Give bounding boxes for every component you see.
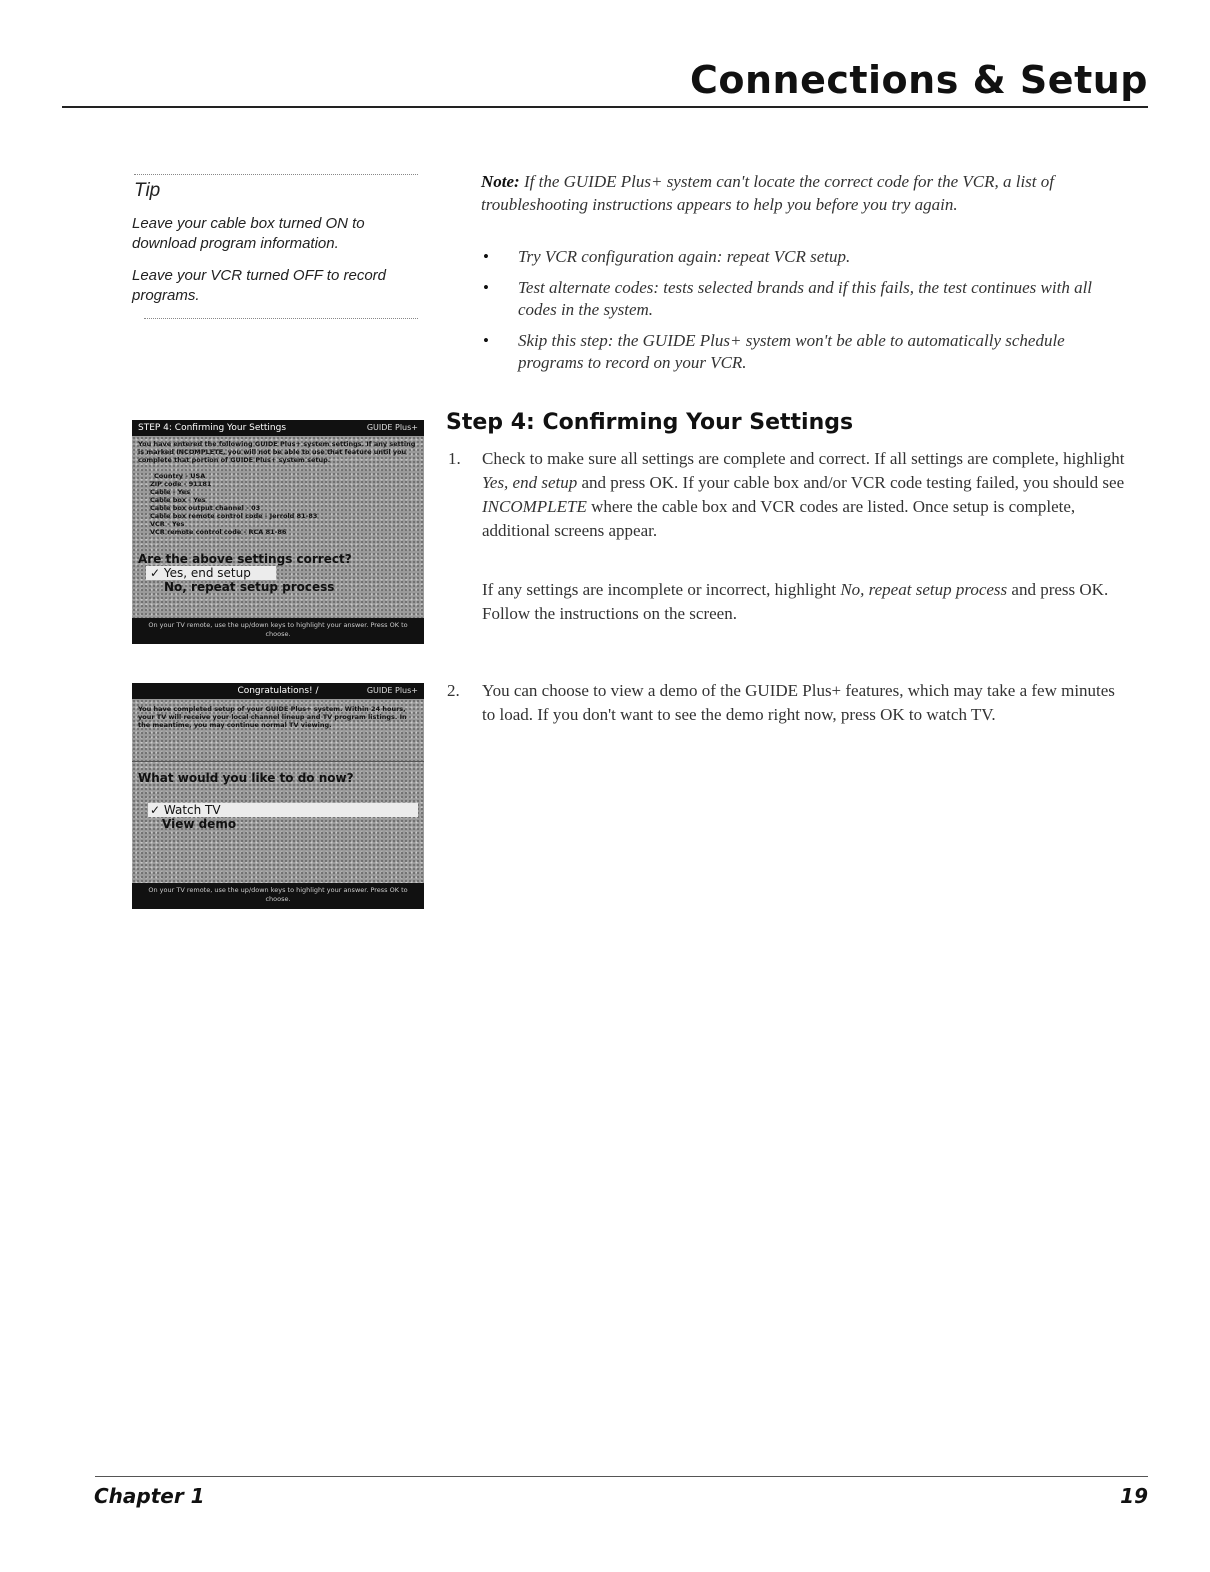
text-run: where the cable box and VCR codes are listed. Once setup is complete, additional screens appear. (482, 497, 1076, 540)
setting-line: Cable box output channel - 03 (150, 504, 261, 512)
screen-divider (132, 761, 424, 762)
setting-line: VCR - Yes (150, 520, 185, 528)
step4-item1-paragraph (482, 447, 1142, 543)
option-yes-end-setup[interactable]: ✓ Yes, end setup (150, 566, 251, 580)
list-number: 2. (447, 681, 460, 700)
step4-heading: Step 4: Confirming Your Settings (446, 410, 854, 435)
screen-intro-text: You have completed setup of your GUIDE Plus+ system. Within 24 hours, your TV will receive your local channel lineup and TV program listings. In the meantime, you may continue normal TV viewing. (138, 705, 407, 729)
screen-question: Are the above settings correct? (138, 552, 352, 566)
tip-bottom-divider (144, 318, 418, 319)
note-text: If the GUIDE Plus+ system can't locate the correct code for the VCR, a list of troubleshooting instructions appears to help you before you try again. (481, 172, 1054, 214)
screen-footer-instructions: On your TV remote, use the up/down keys to highlight your answer. Press OK to choose. (132, 883, 424, 909)
screen-title: Congratulations! / (237, 686, 319, 696)
screen-footer-instructions: On your TV remote, use the up/down keys to highlight your answer. Press OK to choose. (132, 618, 424, 644)
screen-title-bar (132, 420, 424, 436)
tip-paragraph: Leave your VCR turned OFF to record programs. (132, 267, 387, 304)
guide-plus-logo: GUIDE Plus+ (366, 686, 418, 695)
text-run: Check to make sure all settings are complete and correct. If all settings are complete, highlight (482, 449, 1125, 468)
note-bullet-list (481, 246, 1121, 383)
setting-line: Cable box remote control code - Jerrold 81-83 (150, 512, 318, 520)
list-number: 1. (448, 449, 461, 468)
note-label: Note: (481, 172, 520, 191)
screen-question: What would you like to do now? (138, 771, 354, 785)
screen-title: STEP 4: Confirming Your Settings (138, 423, 287, 433)
setting-line: Country - USA (154, 472, 206, 480)
note-bullet: • Try VCR configuration again: repeat VCR setup. (481, 246, 1121, 268)
tip-title: Tip (134, 180, 161, 201)
text-run: and press OK. If your cable box and/or VCR code testing failed, you should see (577, 473, 1125, 492)
screen-intro-text: You have entered the following GUIDE Plus+ system settings. If any setting is marked INCOMPLETE, you will not be able to use that feature until you complete that portion of GUIDE Plus+ system setup. (138, 440, 416, 464)
tv-screen-confirm-settings (132, 420, 424, 644)
setting-line: VCR remote control code - RCA 81-86 (150, 528, 287, 536)
emphasis-no-repeat: No, repeat setup process (840, 580, 1008, 599)
option-watch-tv[interactable]: ✓ Watch TV (150, 803, 221, 817)
step4-item2-paragraph: You can choose to view a demo of the GUIDE Plus+ features, which may take a few minutes to load. If you don't want to see the demo right now, press OK to watch TV. (482, 681, 1115, 724)
emphasis-yes-end-setup: Yes, end setup (482, 473, 578, 492)
option-no-repeat-setup[interactable]: No, repeat setup process (164, 580, 335, 594)
step4-item1-paragraph2 (482, 578, 1142, 626)
note-paragraph (481, 170, 1121, 216)
note-bullet: • Skip this step: the GUIDE Plus+ system won't be able to automatically schedule programs to record on your VCR. (481, 330, 1121, 374)
text-run: and press OK. Follow the instructions on the screen. (482, 580, 1109, 623)
page-number: 19 (1120, 1484, 1148, 1508)
page-header-title: Connections & Setup (689, 58, 1148, 102)
guide-plus-logo: GUIDE Plus+ (366, 423, 418, 432)
setting-line: Cable - Yes (150, 488, 191, 496)
chapter-label: Chapter 1 (94, 1484, 205, 1508)
note-bullet: • Test alternate codes: tests selected brands and if this fails, the test continues with all codes in the system. (481, 277, 1121, 321)
text-run: If any settings are incomplete or incorrect, highlight (482, 580, 841, 599)
screen-title-bar (132, 683, 424, 699)
tip-top-divider (134, 174, 418, 175)
footer-divider (95, 1476, 1148, 1477)
setting-line: Cable box - Yes (150, 496, 206, 504)
tv-screen-congratulations (132, 683, 424, 909)
header-divider (62, 106, 1148, 108)
emphasis-incomplete: INCOMPLETE (482, 497, 587, 516)
tip-paragraph: Leave your cable box turned ON to download program information. (132, 215, 365, 252)
setting-line: ZIP code - 91181 (150, 480, 212, 488)
option-view-demo[interactable]: View demo (162, 817, 237, 831)
